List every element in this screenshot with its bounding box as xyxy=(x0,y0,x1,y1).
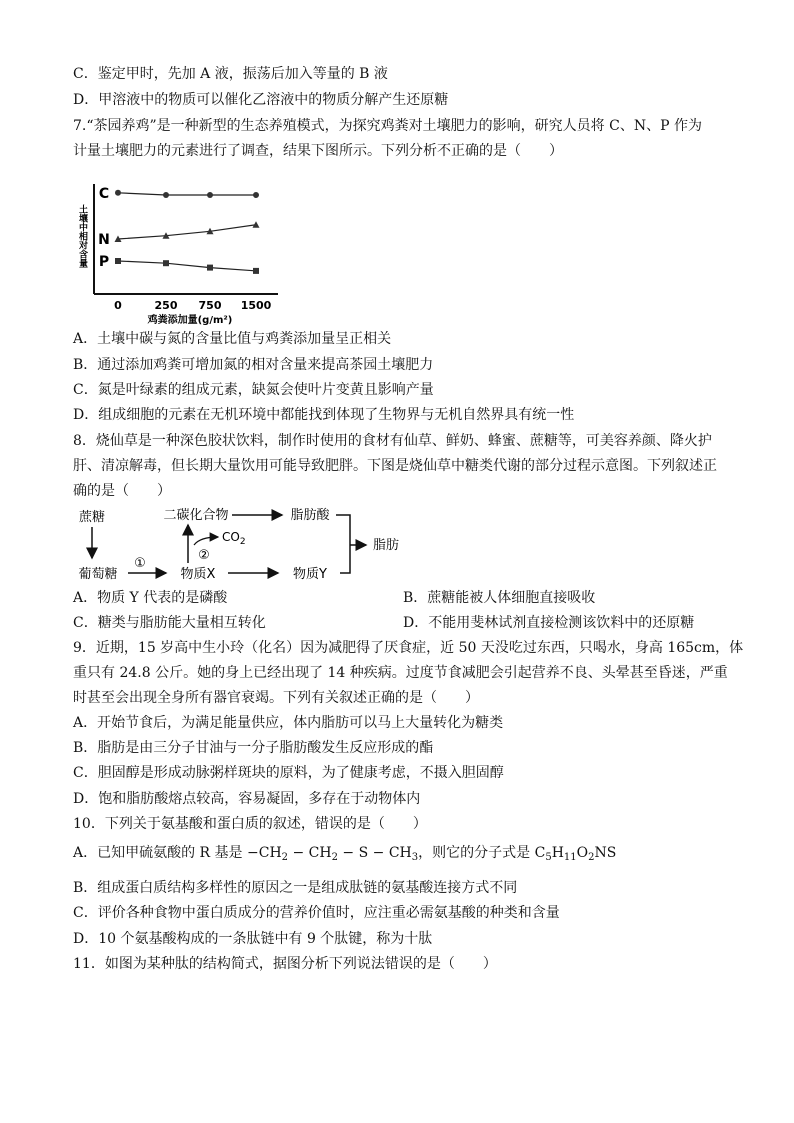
data-point-C xyxy=(207,192,213,198)
q10-option-a: A．已知甲硫氨酸的 R 基是 $-CH_2 - CH_2 - S - CH_3$，则它的分子式是 $C_5H_{11}O_2NS$ xyxy=(73,845,617,863)
series-label-N: N xyxy=(98,232,110,248)
q8-metabolism-diagram xyxy=(70,503,430,583)
q8-option-b: B．蔗糖能被人体细胞直接吸收 xyxy=(403,590,596,606)
glucose-label: 葡萄糖 xyxy=(78,567,118,582)
bracket-join xyxy=(336,515,350,573)
q7-option-c: C．氮是叶绿素的组成元素，缺氮会使叶片变黄且影响产量 xyxy=(73,382,434,398)
q7-option-d: D．组成细胞的元素在无机环境中都能找到体现了生物界与无机自然界具有统一性 xyxy=(73,407,575,423)
x-tick-label: 0 xyxy=(114,299,122,312)
sucrose-label: 蔗糖 xyxy=(78,510,106,525)
fatty-acid-label: 脂肪酸 xyxy=(290,508,330,523)
step2-label: ② xyxy=(198,548,210,563)
data-point-P xyxy=(163,260,169,266)
data-point-C xyxy=(115,190,121,196)
q8-option-d: D．不能用斐林试剂直接检测该饮料中的还原糖 xyxy=(403,615,695,631)
q7-stem-line2: 计量土壤肥力的元素进行了调查，结果下图所示。下列分析不正确的是（ ） xyxy=(73,143,563,159)
series-label-P: P xyxy=(98,254,110,270)
q7-line-chart xyxy=(70,176,290,326)
substance-x-label: 物质X xyxy=(180,567,216,582)
x-tick-label: 1500 xyxy=(240,299,272,312)
q7-option-a: A．土壤中碳与氮的含量比值与鸡粪添加量呈正相关 xyxy=(73,331,392,347)
data-point-P xyxy=(207,265,213,271)
y-axis-label: 土壤中相对含量 xyxy=(77,204,87,268)
x-tick-label: 750 xyxy=(198,299,222,312)
q7-option-b: B．通过添加鸡粪可增加氮的相对含量来提高茶园土壤肥力 xyxy=(73,357,434,373)
series-line-P xyxy=(118,261,256,271)
q8-option-c: C．糖类与脂肪能大量相互转化 xyxy=(73,615,266,631)
q9-option-a: A．开始节食后，为满足能量供应，体内脂肪可以马上大量转化为糖类 xyxy=(73,715,504,731)
step1-label: ① xyxy=(134,556,146,571)
q7-stem-line1: 7.“茶园养鸡”是一种新型的生态养殖模式，为探究鸡粪对土壤肥力的影响，研究人员将 C、N、P 作为 xyxy=(73,118,702,134)
q10-option-b: B．组成蛋白质结构多样性的原因之一是组成肽链的氨基酸连接方式不同 xyxy=(73,880,518,896)
q9-option-b: B．脂肪是由三分子甘油与一分子脂肪酸发生反应形成的酯 xyxy=(73,740,434,756)
q10-option-d: D．10 个氨基酸构成的一条肽链中有 9 个肽键，称为十肽 xyxy=(73,931,433,947)
substance-y-label: 物质Y xyxy=(293,567,327,582)
q6-option-d: D．甲溶液中的物质可以催化乙溶液中的物质分解产生还原糖 xyxy=(73,92,449,108)
data-point-C xyxy=(253,192,259,198)
q9-option-d: D．饱和脂肪酸熔点较高，容易凝固，多存在于动物体内 xyxy=(73,791,421,807)
q9-option-c: C．胆固醇是形成动脉粥样斑块的原料，为了健康考虑，不摄入胆固醇 xyxy=(73,765,504,781)
series-label-C: C xyxy=(98,185,110,202)
q10-option-c: C．评价各种食物中蛋白质成分的营养价值时，应注重必需氨基酸的种类和含量 xyxy=(73,905,560,921)
q8-stem-line1: 8．烧仙草是一种深色胶状饮料，制作时使用的食材有仙草、鲜奶、蜂蜜、蔗糖等，可美容养颜、降火护 xyxy=(73,433,712,449)
series-line-N xyxy=(118,225,256,239)
q9-stem-line3: 时甚至会出现全身所有器官衰竭。下列有关叙述正确的是（ ） xyxy=(73,690,479,706)
q9-stem-line1: 9．近期，15 岁高中生小玲（化名）因为减肥得了厌食症，近 50 天没吃过东西，只喝水，身高 165cm，体 xyxy=(73,640,744,656)
series-line-C xyxy=(118,193,256,195)
q9-stem-line2: 重只有 24.8 公斤。她的身上已经出现了 14 种疾病。过度节食减肥会引起营养不良、头晕甚至昏迷，严重 xyxy=(73,665,728,681)
q8-stem-line2: 肝、清凉解毒，但长期大量饮用可能导致肥胖。下图是烧仙草中糖类代谢的部分过程示意图。下列叙述正 xyxy=(73,458,717,474)
arrow-co2 xyxy=(194,537,218,545)
data-point-P xyxy=(253,268,259,274)
q8-option-a: A．物质 Y 代表的是磷酸 xyxy=(73,590,228,606)
data-point-P xyxy=(115,258,121,264)
q8-stem-line3: 确的是（ ） xyxy=(73,483,171,499)
x-axis-label: 鸡粪添加量(g/m²) xyxy=(147,315,233,326)
q6-option-c: C．鉴定甲时，先加 A 液，振荡后加入等量的 B 液 xyxy=(73,66,388,82)
co2-label: $CO_2$ xyxy=(222,530,246,547)
x-tick-label: 250 xyxy=(154,299,178,312)
fat-label: 脂肪 xyxy=(372,538,400,553)
c2-compound-label: 二碳化合物 xyxy=(163,508,229,523)
data-point-C xyxy=(163,192,169,198)
q10-stem: 10．下列关于氨基酸和蛋白质的叙述，错误的是（ ） xyxy=(73,816,427,832)
q11-stem: 11．如图为某种肽的结构简式，据图分析下列说法错误的是（ ） xyxy=(73,956,497,972)
